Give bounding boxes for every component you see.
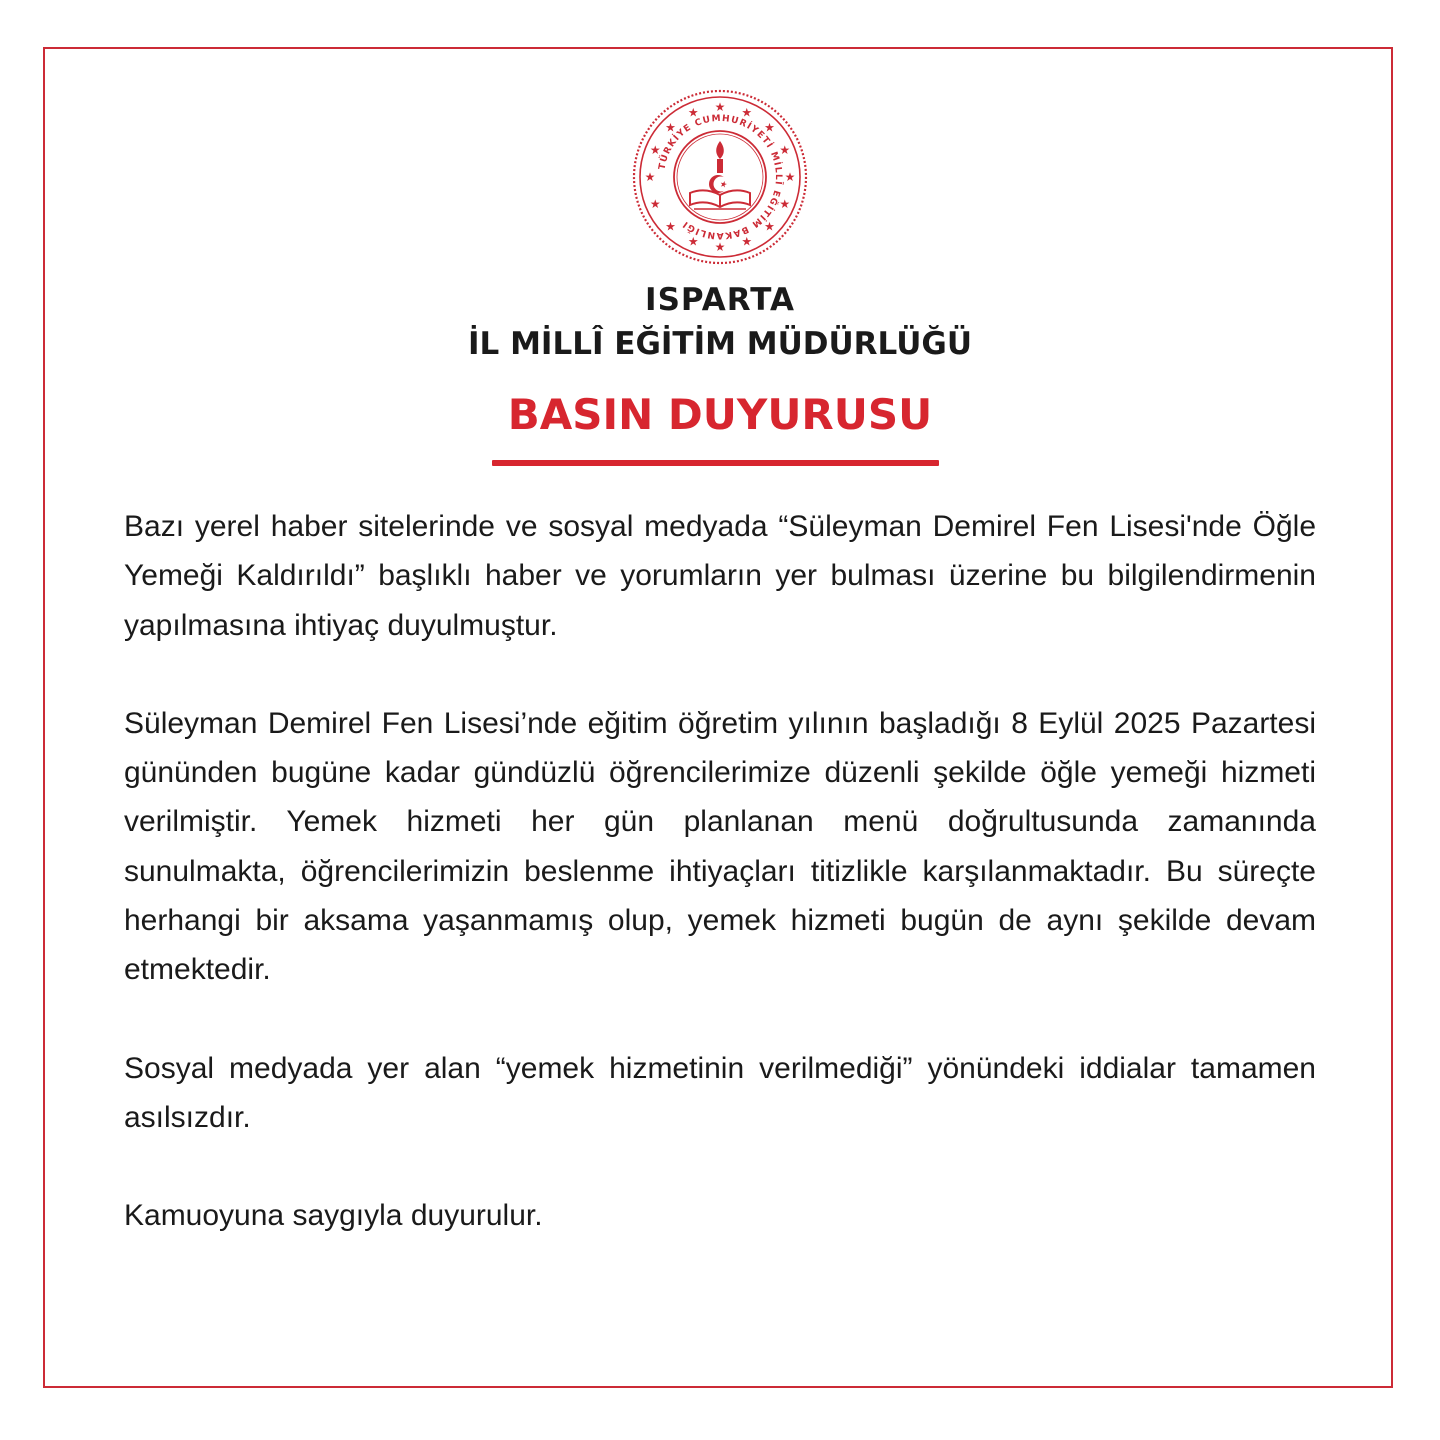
seal-star-icon: ★ xyxy=(665,120,676,135)
paragraph-1: Bazı yerel haber sitelerinde ve sosyal medyada “Süleyman Demirel Fen Lisesi'nde Öğle Yemeği Kaldırıldı” başlıklı haber ve yorumların yer bulması üzerine bu bilgilendirmenin yapılmasına ihtiyaç duyulmuştur. xyxy=(124,510,1316,642)
seal-star-icon: ★ xyxy=(764,219,775,234)
seal-star-icon: ★ xyxy=(714,100,726,114)
seal-star-icon: ★ xyxy=(687,105,699,120)
seal-star-icon: ★ xyxy=(764,120,775,135)
seal-star-icon: ★ xyxy=(779,143,791,158)
seal-star-icon: ★ xyxy=(714,240,726,254)
seal-star-icon: ★ xyxy=(784,170,796,184)
title-underline xyxy=(492,460,939,466)
ministry-seal-logo xyxy=(632,89,808,265)
seal-star-icon: ★ xyxy=(741,105,753,120)
seal-star-icon: ★ xyxy=(687,234,699,249)
seal-star-icon: ★ xyxy=(649,196,661,211)
paragraph-4: Kamuoyuna saygıyla duyurulur. xyxy=(124,1199,543,1233)
organization-city: ISPARTA xyxy=(645,282,795,318)
seal-star-icon: ★ xyxy=(779,196,791,211)
announcement-body xyxy=(124,502,1316,1290)
seal-star-icon: ★ xyxy=(649,143,661,158)
seal-star-icon: ★ xyxy=(665,219,676,234)
svg-text:TÜRKİYE CUMHURİYETİ MİLLÎ EĞİT: TÜRKİYE CUMHURİYETİ MİLLÎ EĞİTİM BAKANLIĞI xyxy=(657,113,784,241)
seal-star-icon: ★ xyxy=(644,170,656,184)
paragraph-2: Süleyman Demirel Fen Lisesi’nde eğitim öğretim yılının başladığı 8 Eylül 2025 Pazartesi gününden bugüne kadar gündüzlü öğrencilerimize düzenli şekilde öğle yemeği hizmeti verilmiştir. Yemek hizmeti her gün planlanan menü doğrultusunda zamanında sunulmakta, öğrencilerimizin beslenme ihtiyaçları titizlikle karşılanmaktadır. Bu süreçte herhangi bir aksama yaşanmamış olup, yemek hizmeti bugün de aynı şekilde devam etmektedir. xyxy=(124,706,1316,987)
seal-star-icon: ★ xyxy=(741,234,753,249)
document-title: BASIN DUYURUSU xyxy=(507,390,933,439)
organization-department: İL MİLLÎ EĞİTİM MÜDÜRLÜĞÜ xyxy=(467,326,972,362)
paragraph-3: Sosyal medyada yer alan “yemek hizmetinin verilmediği” yönündeki iddialar tamamen asılsızdır. xyxy=(124,1051,1316,1134)
